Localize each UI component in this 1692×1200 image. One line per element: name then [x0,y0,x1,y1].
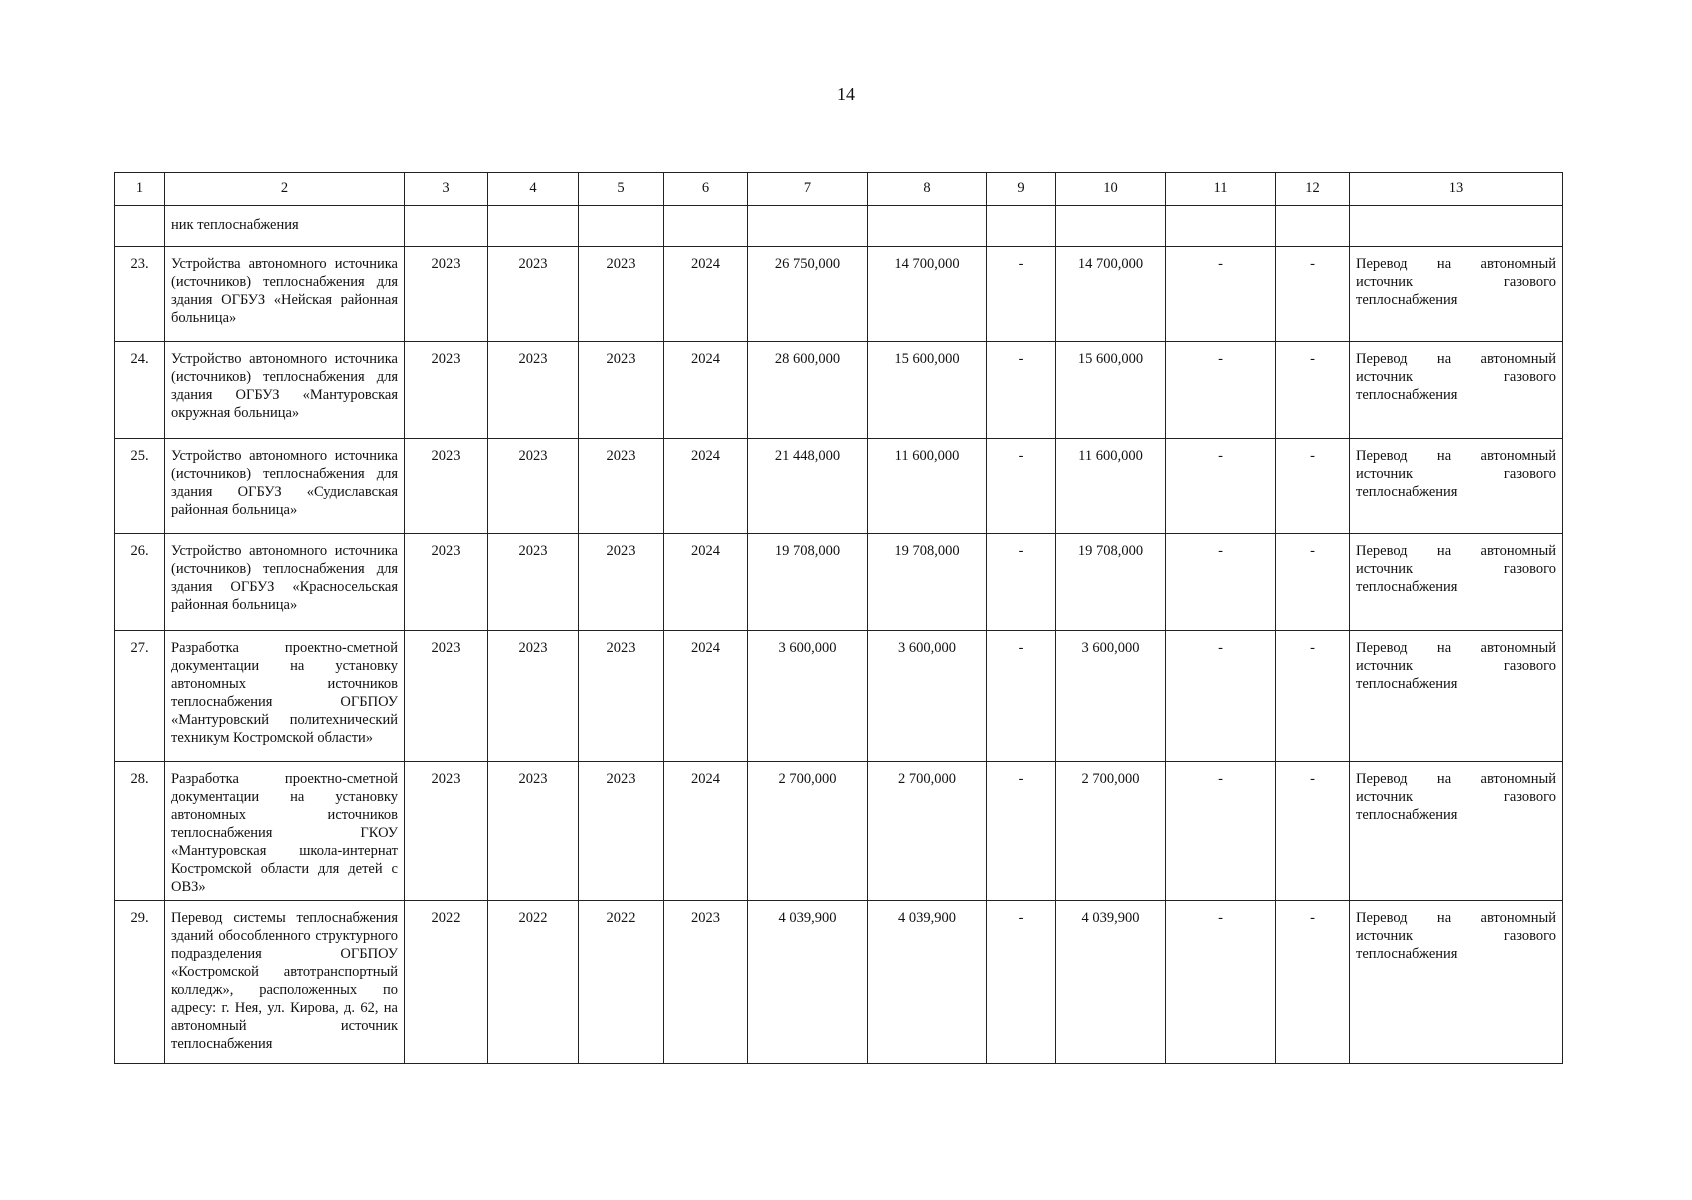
item-note: Перевод на автономный источник газового теплоснабжения [1350,534,1563,631]
col-12-value: - [1276,439,1350,534]
col-10-value: 3 600,000 [1056,631,1166,762]
col-7-value: 21 448,000 [748,439,868,534]
item-name: Разработка проектно-сметной документации на установку автономных источников теплоснабжения ОГБПОУ «Мантуровский политехнический техникум Костромской области» [165,631,405,762]
empty-cell [748,206,868,247]
col-8-value: 3 600,000 [868,631,987,762]
col-10-value: 2 700,000 [1056,762,1166,901]
col-10-value: 11 600,000 [1056,439,1166,534]
header-cell: 8 [868,173,987,206]
table-row [115,342,1563,439]
col-5-value: 2023 [579,631,664,762]
col-6-value: 2023 [664,901,748,1064]
col-9-value: - [987,342,1056,439]
col-11-value: - [1166,247,1276,342]
header-cell: 10 [1056,173,1166,206]
col-5-value: 2023 [579,762,664,901]
header-cell: 4 [488,173,579,206]
col-3-value: 2023 [405,342,488,439]
col-11-value: - [1166,342,1276,439]
col-12-value: - [1276,534,1350,631]
row-number: 27. [115,631,165,762]
col-7-value: 28 600,000 [748,342,868,439]
item-name: Устройство автономного источника (источников) теплоснабжения для здания ОГБУЗ «Мантуровская окружная больница» [165,342,405,439]
col-8-value: 4 039,900 [868,901,987,1064]
continuation-row [115,206,1563,247]
item-note: Перевод на автономный источник газового теплоснабжения [1350,901,1563,1064]
table-row [115,762,1563,901]
header-cell: 3 [405,173,488,206]
col-7-value: 4 039,900 [748,901,868,1064]
item-name: Разработка проектно-сметной документации на установку автономных источников теплоснабжения ГКОУ «Мантуровская школа-интернат Костромской области для детей с ОВЗ» [165,762,405,901]
col-9-value: - [987,631,1056,762]
item-note: Перевод на автономный источник газового теплоснабжения [1350,631,1563,762]
col-8-value: 19 708,000 [868,534,987,631]
col-4-value: 2023 [488,534,579,631]
col-4-value: 2023 [488,631,579,762]
col-12-value: - [1276,901,1350,1064]
col-11-value: - [1166,439,1276,534]
col-10-value: 14 700,000 [1056,247,1166,342]
table-row [115,631,1563,762]
col-8-value: 14 700,000 [868,247,987,342]
header-cell: 6 [664,173,748,206]
col-7-value: 26 750,000 [748,247,868,342]
empty-cell [579,206,664,247]
item-name: Перевод системы теплоснабжения зданий обособленного структурного подразделения ОГБПОУ «Костромской автотранспортный колледж», расположенных по адресу: г. Нея, ул. Кирова, д. 62, на автономный источник теплоснабжения [165,901,405,1064]
col-6-value: 2024 [664,247,748,342]
item-name: Устройства автономного источника (источников) теплоснабжения для здания ОГБУЗ «Нейская районная больница» [165,247,405,342]
col-3-value: 2023 [405,631,488,762]
col-12-value: - [1276,342,1350,439]
row-number: 29. [115,901,165,1064]
col-3-value: 2023 [405,762,488,901]
header-cell: 7 [748,173,868,206]
empty-cell [1056,206,1166,247]
item-note: Перевод на автономный источник газового теплоснабжения [1350,762,1563,901]
header-cell: 1 [115,173,165,206]
col-11-value: - [1166,901,1276,1064]
header-row [115,173,1563,206]
col-8-value: 11 600,000 [868,439,987,534]
row-number: 25. [115,439,165,534]
col-7-value: 3 600,000 [748,631,868,762]
row-number: 26. [115,534,165,631]
col-4-value: 2023 [488,342,579,439]
table-row [115,439,1563,534]
col-5-value: 2022 [579,901,664,1064]
col-7-value: 2 700,000 [748,762,868,901]
row-number: 23. [115,247,165,342]
col-3-value: 2022 [405,901,488,1064]
col-10-value: 4 039,900 [1056,901,1166,1064]
col-9-value: - [987,762,1056,901]
empty-cell [987,206,1056,247]
program-table [114,172,1563,1064]
col-9-value: - [987,439,1056,534]
col-3-value: 2023 [405,534,488,631]
header-cell: 2 [165,173,405,206]
table-row [115,534,1563,631]
col-4-value: 2023 [488,762,579,901]
empty-cell [1166,206,1276,247]
empty-cell [115,206,165,247]
col-6-value: 2024 [664,534,748,631]
col-8-value: 2 700,000 [868,762,987,901]
empty-cell [664,206,748,247]
item-note: Перевод на автономный источник газового теплоснабжения [1350,439,1563,534]
empty-cell [488,206,579,247]
col-12-value: - [1276,247,1350,342]
table-row [115,901,1563,1064]
col-7-value: 19 708,000 [748,534,868,631]
col-3-value: 2023 [405,247,488,342]
col-11-value: - [1166,762,1276,901]
col-6-value: 2024 [664,762,748,901]
header-cell: 5 [579,173,664,206]
col-6-value: 2024 [664,342,748,439]
empty-cell [405,206,488,247]
empty-cell [1276,206,1350,247]
col-11-value: - [1166,534,1276,631]
table-row [115,247,1563,342]
col-3-value: 2023 [405,439,488,534]
col-4-value: 2022 [488,901,579,1064]
header-cell: 12 [1276,173,1350,206]
col-9-value: - [987,534,1056,631]
continuation-text: ник теплоснабжения [165,206,405,247]
col-5-value: 2023 [579,534,664,631]
item-note: Перевод на автономный источник газового теплоснабжения [1350,342,1563,439]
empty-cell [868,206,987,247]
col-4-value: 2023 [488,439,579,534]
col-10-value: 15 600,000 [1056,342,1166,439]
col-8-value: 15 600,000 [868,342,987,439]
header-cell: 11 [1166,173,1276,206]
col-4-value: 2023 [488,247,579,342]
col-11-value: - [1166,631,1276,762]
col-5-value: 2023 [579,439,664,534]
item-name: Устройство автономного источника (источников) теплоснабжения для здания ОГБУЗ «Судиславская районная больница» [165,439,405,534]
col-12-value: - [1276,762,1350,901]
col-10-value: 19 708,000 [1056,534,1166,631]
col-6-value: 2024 [664,631,748,762]
col-12-value: - [1276,631,1350,762]
col-5-value: 2023 [579,247,664,342]
page-number: 14 [837,84,855,104]
row-number: 24. [115,342,165,439]
empty-cell [1350,206,1563,247]
item-note: Перевод на автономный источник газового теплоснабжения [1350,247,1563,342]
col-5-value: 2023 [579,342,664,439]
col-9-value: - [987,901,1056,1064]
col-9-value: - [987,247,1056,342]
item-name: Устройство автономного источника (источников) теплоснабжения для здания ОГБУЗ «Красносельская районная больница» [165,534,405,631]
header-cell: 9 [987,173,1056,206]
header-cell: 13 [1350,173,1563,206]
row-number: 28. [115,762,165,901]
col-6-value: 2024 [664,439,748,534]
